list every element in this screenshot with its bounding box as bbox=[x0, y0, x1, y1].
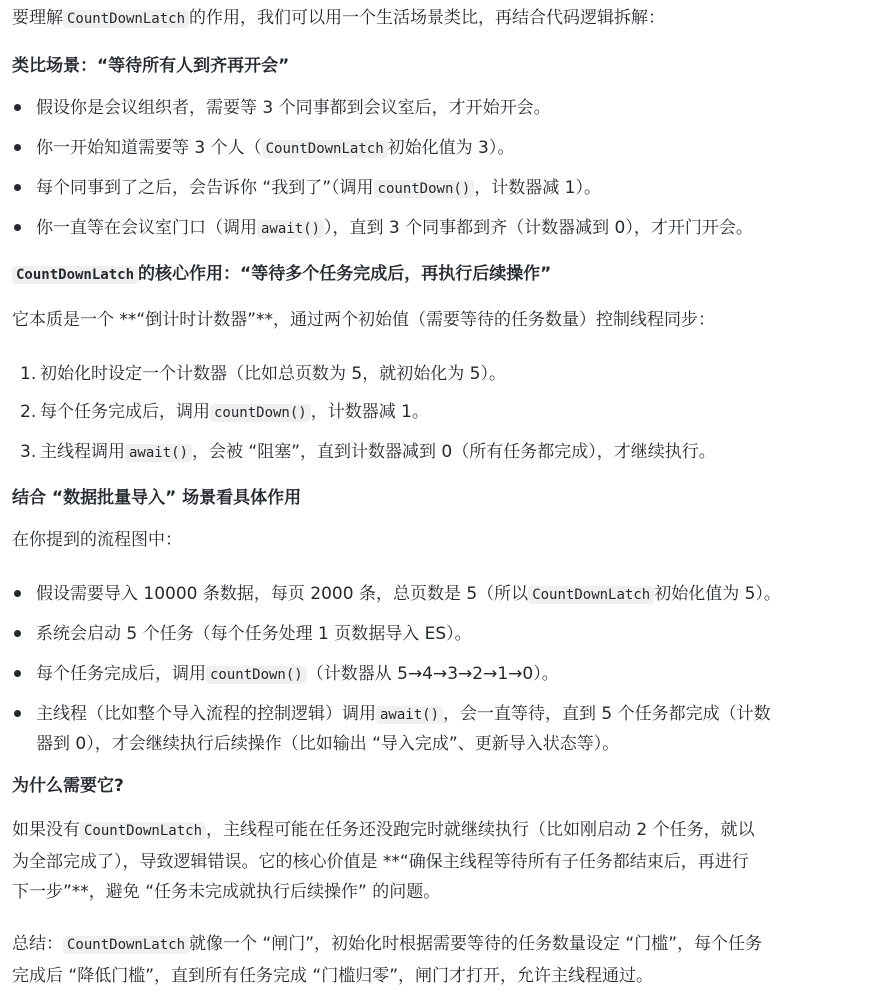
list-item bbox=[36, 662, 559, 687]
inline-code: await() bbox=[376, 706, 443, 724]
scenario-description: 在你提到的流程图中： bbox=[12, 530, 182, 550]
list-item-continuation: 器到 0），才会继续执行后续操作（比如输出 “导入完成”、更新导入状态等）。 bbox=[36, 734, 620, 754]
list-item-text: ，会一直等待，直到 5 个任务都完成（计数 bbox=[443, 704, 771, 724]
bullet-icon bbox=[14, 670, 21, 677]
summary-text: 就像一个 “闸门”，初始化时根据需要等待的任务数量设定 “门槛”，每个任务 bbox=[189, 934, 763, 954]
list-item-text: 初始化值为 5）。 bbox=[654, 584, 781, 604]
step-text: ，会被 “阻塞”，直到计数器减到 0（所有任务都完成），才继续执行。 bbox=[192, 442, 716, 462]
inline-code: CountDownLatch bbox=[80, 822, 206, 840]
step-text: ，计数器减 1。 bbox=[310, 402, 429, 422]
summary-paragraph: 完成后 “降低门槛”，直到所有任务完成 “门槛归零”，闸门才打开，允许主线程通过。 bbox=[12, 966, 654, 986]
list-item-text: 你一开始知道需要等 3 个人（ bbox=[36, 138, 262, 158]
inline-code: CountDownLatch bbox=[12, 266, 138, 284]
summary-paragraph bbox=[12, 932, 762, 957]
why-paragraph: 为全部完成了），导致逻辑错误。它的核心价值是 **“确保主线程等待所有子任务都结束后，再进行 bbox=[12, 852, 749, 872]
bullet-icon bbox=[14, 224, 21, 231]
bullet-icon bbox=[14, 590, 21, 597]
list-item-text: 每个同事到了之后，会告诉你 “我到了”（调用 bbox=[36, 178, 374, 198]
list-item bbox=[36, 702, 771, 727]
why-heading: 为什么需要它? bbox=[12, 776, 124, 796]
list-item: 系统会启动 5 个任务（每个任务处理 1 页数据导入 ES）。 bbox=[36, 624, 472, 644]
step-number: 3. bbox=[20, 442, 37, 462]
summary-text: 总结： bbox=[12, 934, 63, 954]
step-item bbox=[40, 440, 716, 465]
bullet-icon bbox=[14, 104, 21, 111]
scenario-heading: 结合 “数据批量导入” 场景看具体作用 bbox=[12, 488, 302, 508]
inline-code: CountDownLatch bbox=[63, 936, 189, 954]
bullet-icon bbox=[14, 184, 21, 191]
why-text: ，主线程可能在任务还没跑完时就继续执行（比如刚启动 2 个任务，就以 bbox=[206, 820, 755, 840]
core-heading bbox=[12, 262, 551, 287]
intro-paragraph bbox=[12, 6, 665, 31]
inline-code: await() bbox=[257, 220, 324, 238]
why-paragraph: 下一步”**，避免 “任务未完成就执行后续操作” 的问题。 bbox=[12, 882, 441, 902]
why-text: 如果没有 bbox=[12, 820, 80, 840]
inline-code: CountDownLatch bbox=[528, 586, 654, 604]
inline-code: countDown() bbox=[206, 666, 307, 684]
intro-text: 要理解 bbox=[12, 8, 63, 28]
step-item: 初始化时设定一个计数器（比如总页数为 5，就初始化为 5）。 bbox=[40, 364, 506, 384]
step-number: 2. bbox=[20, 402, 37, 422]
inline-code: CountDownLatch bbox=[262, 140, 388, 158]
why-paragraph bbox=[12, 818, 755, 843]
list-item-text: 主线程（比如整个导入流程的控制逻辑）调用 bbox=[36, 704, 376, 724]
core-heading-text: 的核心作用：“等待多个任务完成后，再执行后续操作” bbox=[138, 264, 552, 284]
inline-code: countDown() bbox=[374, 180, 475, 198]
inline-code: await() bbox=[125, 444, 192, 462]
list-item-text: 初始化值为 3）。 bbox=[387, 138, 515, 158]
bullet-icon bbox=[14, 710, 21, 717]
bullet-icon bbox=[14, 630, 21, 637]
inline-code: CountDownLatch bbox=[63, 10, 189, 28]
step-number: 1. bbox=[20, 364, 37, 384]
list-item-text: 假设需要导入 10000 条数据，每页 2000 条，总页数是 5（所以 bbox=[36, 584, 529, 604]
list-item: 假设你是会议组织者，需要等 3 个同事都到会议室后，才开始开会。 bbox=[36, 98, 551, 118]
step-item bbox=[40, 400, 429, 425]
list-item bbox=[36, 136, 514, 161]
list-item bbox=[36, 216, 753, 241]
intro-text: 的作用，我们可以用一个生活场景类比，再结合代码逻辑拆解： bbox=[189, 8, 666, 28]
list-item-text: 你一直等在会议室门口（调用 bbox=[36, 218, 257, 238]
list-item bbox=[36, 176, 601, 201]
list-item-text: 每个任务完成后，调用 bbox=[36, 664, 206, 684]
step-text: 每个任务完成后，调用 bbox=[40, 402, 210, 422]
list-item bbox=[36, 582, 781, 607]
inline-code: countDown() bbox=[210, 404, 311, 422]
list-item-text: ），直到 3 个同事都到齐（计数器减到 0），才开门开会。 bbox=[324, 218, 753, 238]
list-item-text: （计数器从 5→4→3→2→1→0）。 bbox=[306, 664, 559, 684]
list-item-text: ，计数器减 1）。 bbox=[474, 178, 601, 198]
step-text: 主线程调用 bbox=[40, 442, 125, 462]
bullet-icon bbox=[14, 144, 21, 151]
analogy-heading: 类比场景：“等待所有人到齐再开会” bbox=[12, 56, 290, 76]
core-description: 它本质是一个 **“倒计时计数器”**，通过两个初始值（需要等待的任务数量）控制线程同步： bbox=[12, 310, 716, 330]
